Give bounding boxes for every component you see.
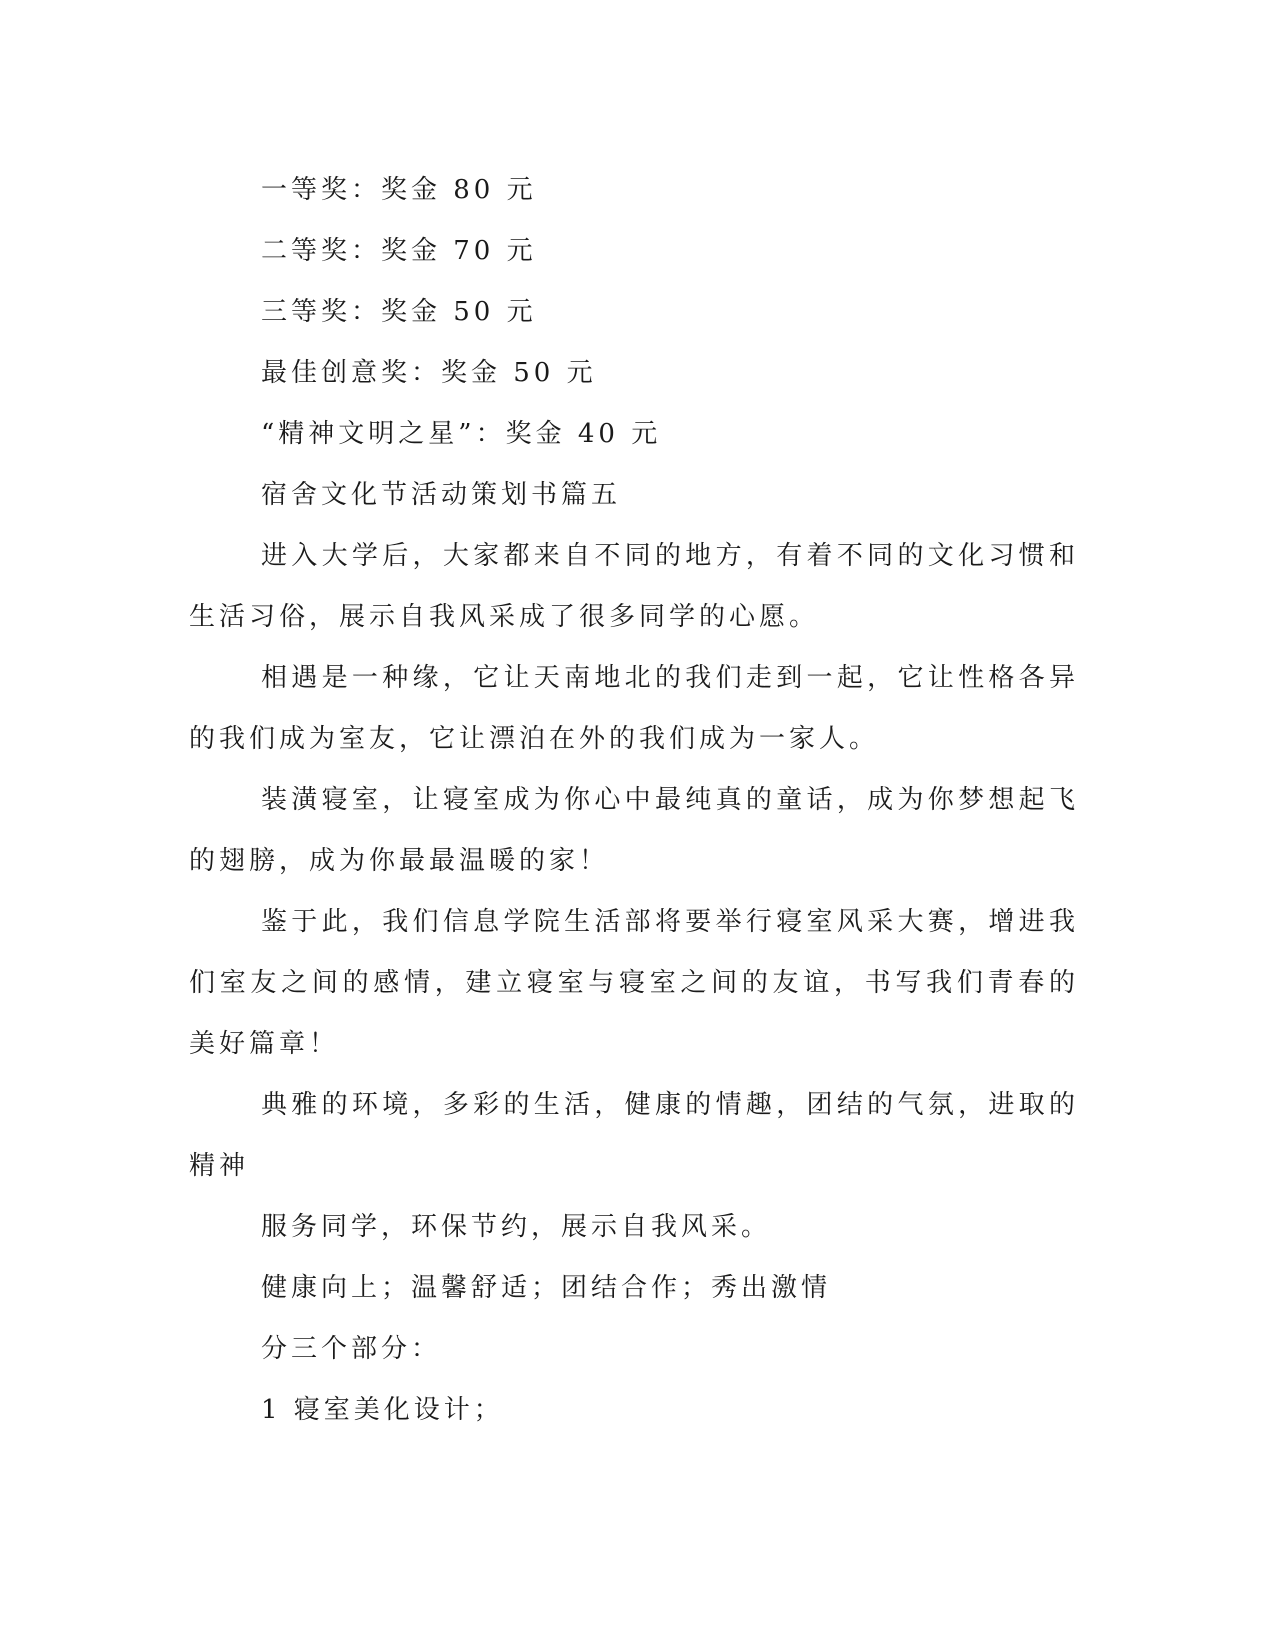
prize-first: 一等奖：奖金 80 元 [261,175,537,205]
part-one-line: 1 寝室美化设计； [261,1395,504,1425]
paragraph-encounter: 相遇是一种缘，它让天南地北的我们走到一起，它让性格各异的我们成为室友，它让漂泊在外的我们成为一家人。 [189,663,1079,754]
parts-intro-line: 分三个部分： [261,1334,442,1364]
prize-civilization-star: “精神文明之星”：奖金 40 元 [261,419,662,449]
document-body [189,160,1079,1441]
purpose-line: 服务同学，环保节约，展示自我风采。 [261,1212,772,1242]
section-title: 宿舍文化节活动策划书篇五 [261,480,622,510]
paragraph-theme: 典雅的环境，多彩的生活，健康的情趣，团结的气氛，进取的精神 [189,1090,1079,1181]
paragraph-decorate: 装潢寝室，让寝室成为你心中最纯真的童话，成为你梦想起飞的翅膀，成为你最最温暖的家！ [189,785,1079,876]
prize-second: 二等奖：奖金 70 元 [261,236,537,266]
paragraph-intro: 进入大学后，大家都来自不同的地方，有着不同的文化习惯和生活习俗，展示自我风采成了很多同学的心愿。 [189,541,1079,632]
prize-third: 三等奖：奖金 50 元 [261,297,537,327]
prize-best-creative: 最佳创意奖：奖金 50 元 [261,358,597,388]
paragraph-announcement: 鉴于此，我们信息学院生活部将要举行寝室风采大赛，增进我们室友之间的感情，建立寝室与寝室之间的友谊，书写我们青春的美好篇章！ [189,907,1079,1059]
slogan-line: 健康向上；温馨舒适；团结合作；秀出激情 [261,1273,832,1303]
